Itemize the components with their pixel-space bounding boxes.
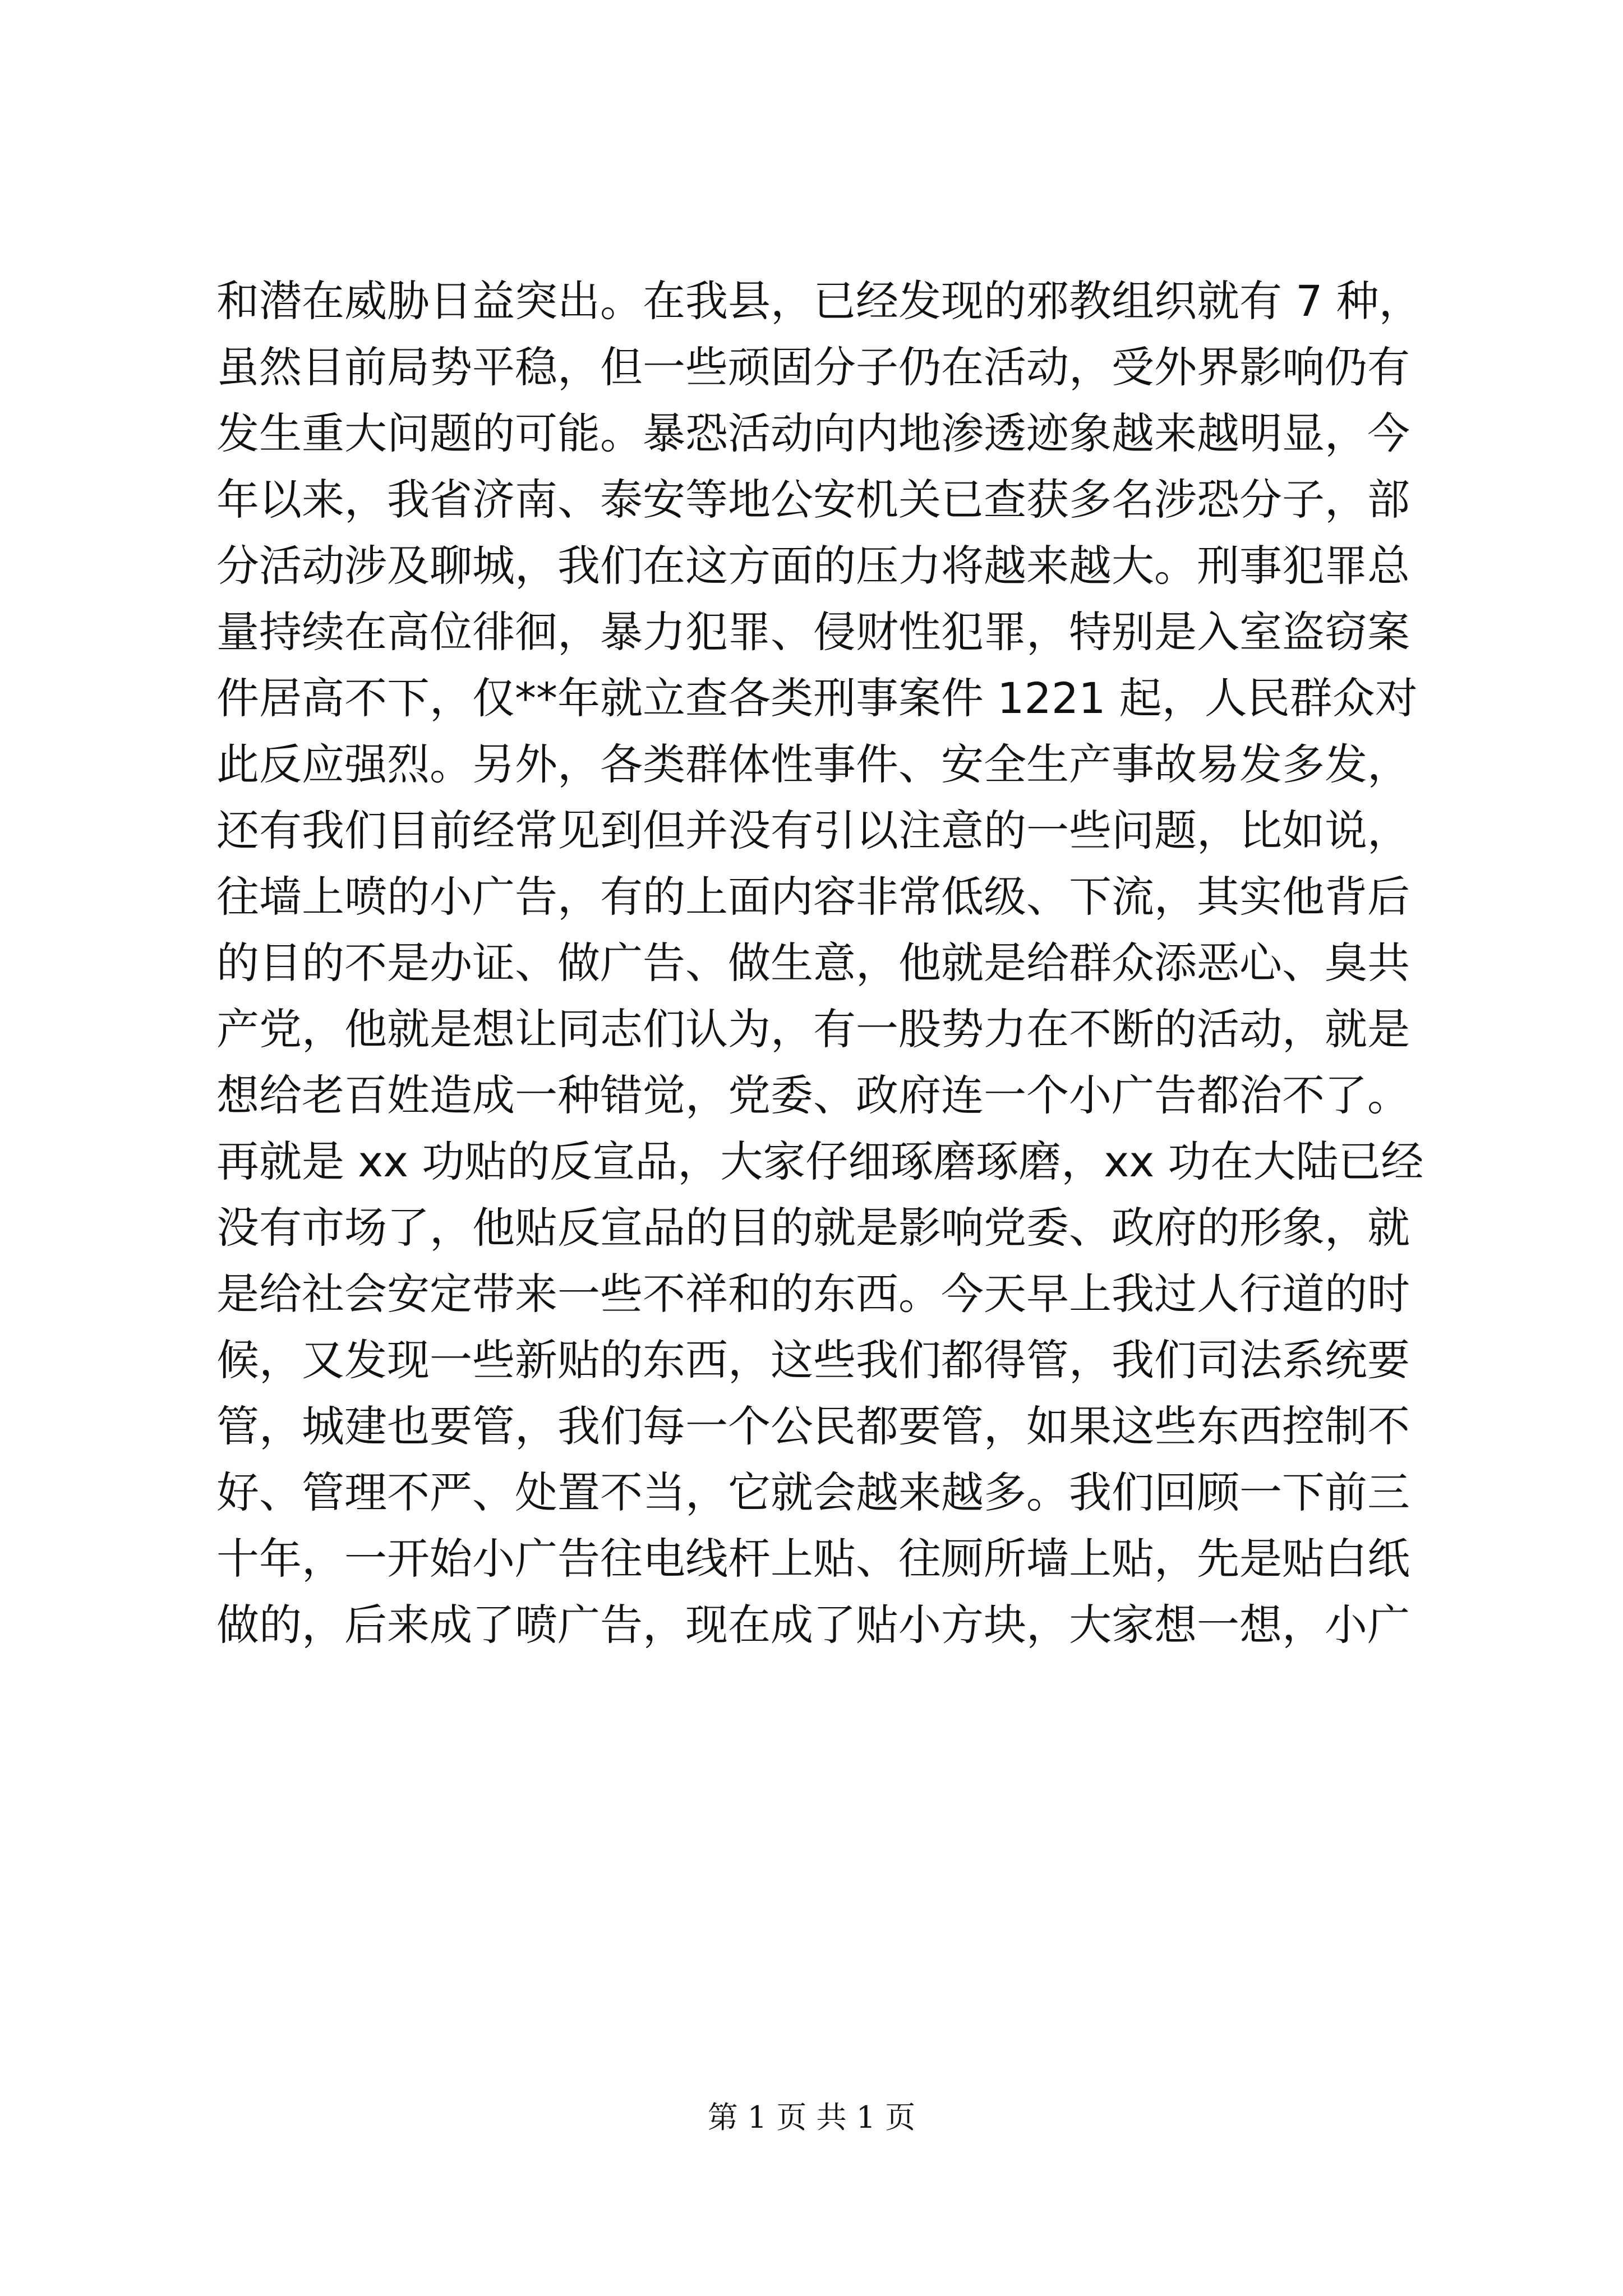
page-number: 第 1 页 共 1 页 [707,2100,916,2135]
text-line: 想给老百姓造成一种错觉，党委、政府连一个小广告都治不了。 [216,1070,1410,1120]
text-line: 年以来，我省济南、泰安等地公安机关已查获多名涉恐分子，部 [216,475,1410,524]
text-line: 发生重大问题的可能。暴恐活动向内地渗透迹象越来越明显，今 [216,408,1410,458]
text-line: 往墙上喷的小广告，有的上面内容非常低级、下流，其实他背后 [216,872,1410,922]
text-line: 的目的不是办证、做广告、做生意，他就是给群众添恶心、臭共 [216,938,1410,988]
page-footer [0,2095,1623,2140]
text-line: 量持续在高位徘徊，暴力犯罪、侵财性犯罪，特别是入室盗窃案 [216,607,1410,657]
text-line: 是给社会安定带来一些不祥和的东西。今天早上我过人行道的时 [216,1269,1410,1319]
text-line: 此反应强烈。另外，各类群体性事件、安全生产事故易发多发， [216,739,1410,789]
text-line: 没有市场了，他贴反宣品的目的就是影响党委、政府的形象，就 [216,1203,1410,1253]
text-line: 再就是 xx 功贴的反宣品，大家仔细琢磨琢磨，xx 功在大陆已经 [216,1137,1424,1186]
text-line: 好、管理不严、处置不当，它就会越来越多。我们回顾一下前三 [216,1467,1410,1517]
body-text [216,268,1428,1658]
text-line: 和潜在威胁日益突出。在我县，已经发现的邪教组织就有 7 种， [216,276,1422,326]
text-line: 虽然目前局势平稳，但一些顽固分子仍在活动，受外界影响仍有 [216,342,1410,392]
text-line: 分活动涉及聊城，我们在这方面的压力将越来越大。刑事犯罪总 [216,541,1410,591]
text-line: 候，又发现一些新贴的东西，这些我们都得管，我们司法系统要 [216,1335,1410,1385]
text-line: 产党，他就是想让同志们认为，有一股势力在不断的活动，就是 [216,1004,1410,1054]
text-line: 管，城建也要管，我们每一个公民都要管，如果这些东西控制不 [216,1401,1410,1451]
text-line: 件居高不下，仅**年就立查各类刑事案件 1221 起，人民群众对 [216,673,1418,723]
text-line: 做的，后来成了喷广告，现在成了贴小方块，大家想一想，小广 [216,1600,1410,1650]
text-line: 十年，一开始小广告往电线杆上贴、往厕所墙上贴，先是贴白纸 [216,1534,1410,1584]
text-line: 还有我们目前经常见到但并没有引以注意的一些问题，比如说， [216,806,1410,855]
